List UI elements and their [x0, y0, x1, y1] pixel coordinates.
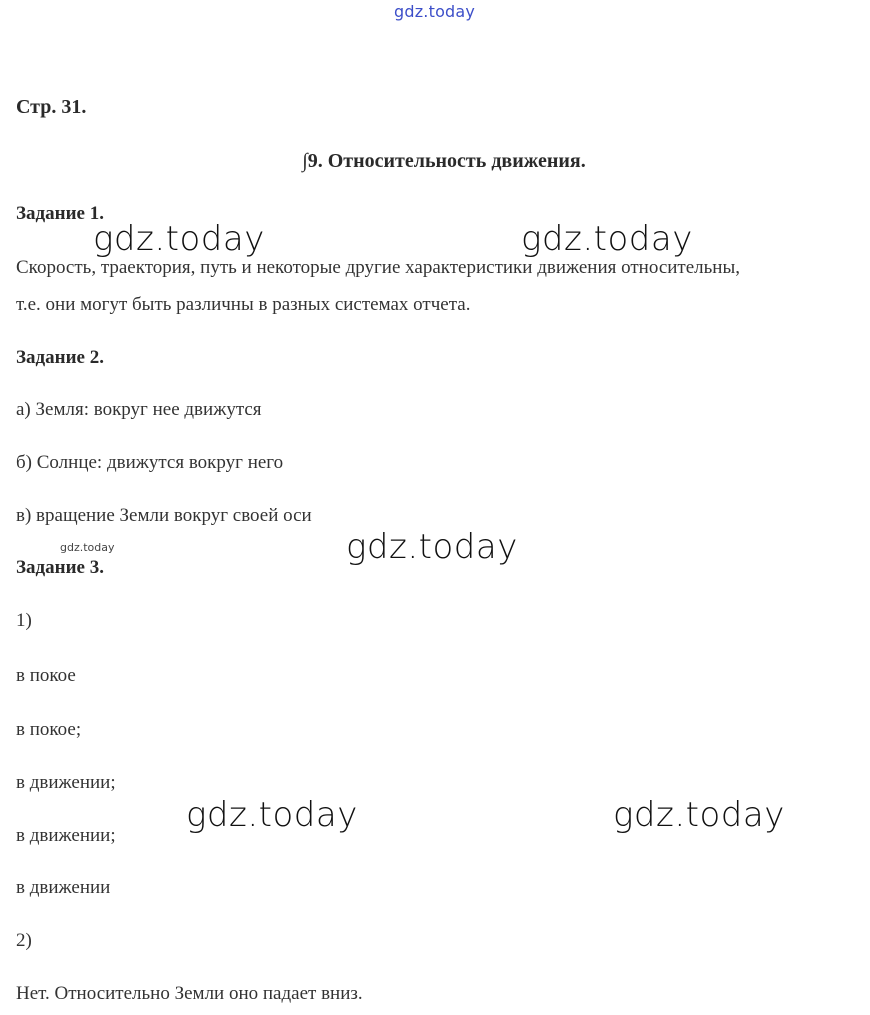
task2-item-b: б) Солнце: движутся вокруг него	[16, 452, 284, 473]
task2-item-a: а) Земля: вокруг нее движутся	[16, 399, 262, 420]
task3-part1-label: 1)	[16, 610, 32, 631]
watermark-small: gdz.today	[60, 541, 115, 554]
task2-item-c: в) вращение Земли вокруг своей оси	[16, 505, 312, 526]
task3-part2-label: 2)	[16, 930, 32, 951]
task3-part1-item: в движении;	[16, 772, 116, 793]
watermark-header: gdz.today	[394, 2, 476, 21]
task3-part1-item: в покое;	[16, 719, 82, 740]
watermark: gdz.today	[521, 219, 693, 259]
task3-part2-text: Нет. Относительно Земли оно падает вниз.	[16, 983, 363, 1004]
watermark: gdz.today	[93, 219, 265, 259]
task2-heading: Задание 2.	[16, 347, 104, 368]
watermark: gdz.today	[186, 795, 358, 835]
task1-line-2: т.е. они могут быть различны в разных системах отчета.	[16, 294, 471, 315]
watermark: gdz.today	[613, 795, 785, 835]
task3-heading: Задание 3.	[16, 557, 104, 578]
task3-part1-item: в движении;	[16, 825, 116, 846]
task1-heading: Задание 1.	[16, 203, 104, 224]
watermark: gdz.today	[346, 527, 518, 567]
task3-part1-item: в покое	[16, 665, 76, 686]
task3-part1-item: в движении	[16, 877, 111, 898]
task1-line-1: Скорость, траектория, путь и некоторые другие характеристики движения относительны,	[16, 257, 740, 278]
page-number: Стр. 31.	[16, 96, 87, 118]
section-title: ∫9. Относительность движения.	[302, 150, 586, 172]
